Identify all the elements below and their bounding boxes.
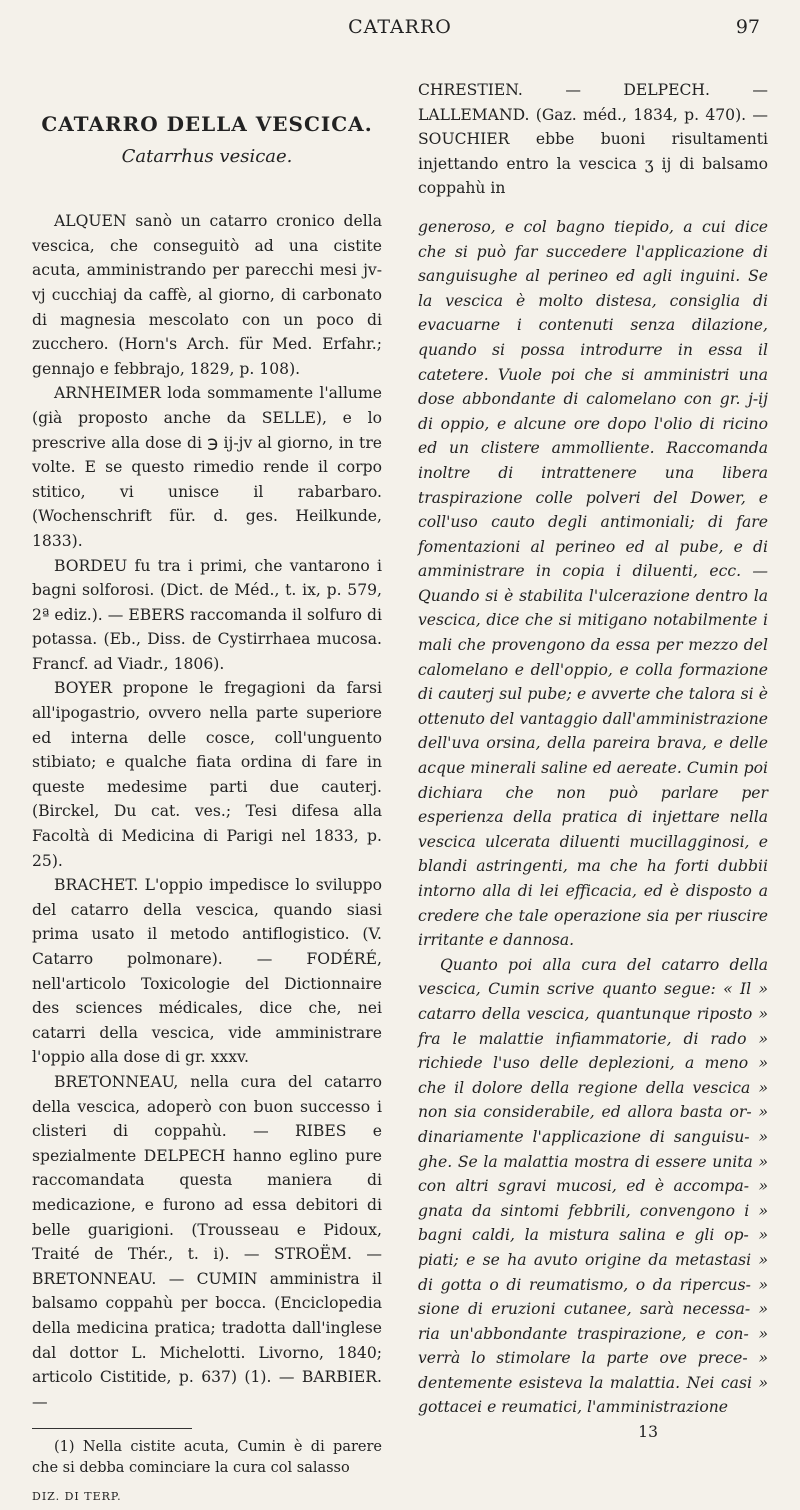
paragraph-cumin-quote: Quanto poi alla cura del catarro della vescica, Cumin scrive quanto segue: « Il » catarro della vescica, quantunque riposto » fra le malattie infiammatorie, di rado » richiede l'uso delle deplezioni, a meno » che il dolore della regione della vescica » non sia considerabile, ed allora basta or- » dinariamente l'applicazione di sanguisu- » ghe. Se la malattia mostra di essere unita » con altri sgravi mucosi, ed è accompa- » gnata da sintomi febbrili, convengono i » bagni caldi, la mistura salina e gli op- » piati; e se ha avuto origine da metastasi » di gotta o di reumatismo, o da ripercus- » sione di eruzioni cutanee, sarà necessa- » ria un'abbondante traspirazione, e con- » verrà lo stimolare la parte ove prece- » dentemente esisteva la malattia. Nei casi » gottacei e reumatici, l'amministrazione [418,955,768,1417]
footnote: (1) Nella cistite acuta, Cumin è di parere che si debba cominciare la cura col salasso [32,1439,382,1477]
paragraph-arnheimer: ARNHEIMER loda sommamente l'allume (già proposto anche da SELLE), e lo prescrive alla dose di ℈ ij-jv al giorno, in tre volte. E se questo rimedio rende il corpo stitico, vi unisce il rabarbaro. (Wochenschrift für. d. ges. Heilkunde, 1833). [32,384,382,550]
paragraph-bordeu: BORDEU fu tra i primi, che vantarono i bagni solforosi. (Dict. de Méd., t. ix, p. 579, 2ª ediz.). — EBERS raccomanda il solfuro di potassa. (Eb., Diss. de Cystirrhaea mucosa. Francf. ad Viadr., 1806). [32,556,382,673]
right-column [418,78,768,1445]
signature-marker: 13 [638,1423,658,1442]
left-column [32,70,382,1510]
page-number: 97 [735,16,760,38]
paragraph-alquen: ALQUEN sanò un catarro cronico della vescica, che conseguitò ad una cistite acuta, amministrando per parecchi mesi jv-vj cucchiaj da caffè, al giorno, di carbonato di magnesia mescolato con un poco di zucchero. (Horn's Arch. für Med. Erfahr.; gennajo e febbrajo, 1829, p. 108). [32,212,382,378]
paragraph-brachet: BRACHET. L'oppio impedisce lo sviluppo del catarro della vescica, quando siasi prima usato il metodo antiflogistico. (V. Catarro polmonare). — FODÉRÉ, nell'articolo Toxicologie del Dictionnaire des sciences médicales, dice che, nei catarri della vescica, vide amministrare l'oppio alla dose di gr. xxxv. [32,876,382,1067]
running-title: CATARRO [348,16,452,38]
section-subtitle: Catarrhus vesicae. [121,145,293,167]
footnote-divider [32,1428,192,1429]
paragraph-boyer: BOYER propone le fregagioni da farsi all'ipogastrio, ovvero nella parte superiore ed interna delle cosce, coll'unguento stibiato; e qualche fiata ordina di fare in queste medesime parti due cauterj. (Birckel, Du cat. ves.; Tesi difesa alla Facoltà di Medicina di Parigi nel 1833, p. 25). [32,679,382,870]
paragraph-bretonneau: BRETONNEAU, nella cura del catarro della vescica, adoperò con buon successo i clisteri di coppahù. — RIBES e spezialmente DELPECH hanno eglino pure raccomandata questa maniera di medicazione, e furono ad essa debitori di belle guarigioni. (Trousseau e Pidoux, Traité de Thér., t. i). — STROËM. — BRETONNEAU. — CUMIN amministra il balsamo coppahù per bocca. (Enciclopedia della medicina pratica; tradotta dall'inglese dal dottor L. Michelotti. Livorno, 1840; articolo Cistitide, p. 637) (1). — BARBIER. — [32,1072,382,1411]
paragraph-chrestien: CHRESTIEN. — DELPECH. — LALLEMAND. (Gaz. méd., 1834, p. 470). — SOUCHIER ebbe buoni risultamenti injettando entro la vescica ʒ ij di balsamo coppahù in [418,81,768,198]
paragraph-cumin-treatment: generoso, e col bagno tiepido, a cui dice che si può far succedere l'applicazione di sanguisughe al perineo ed agli inguini. Se la vescica è molto distesa, consiglia di evacuarne i contenuti senza dilazione, quando si possa introdurre in essa il catetere. Vuole poi che si amministri una dose abbondante di calomelano con gr. j-ij di oppio, e alcune ore dopo l'olio di ricino ed un clistere ammolliente. Raccomanda inoltre di intrattenere una libera traspirazione colle polveri del Dower, e coll'uso cauto degli antimoniali; di fare fomentazioni al perineo ed al pube, e di amministrare in copia i diluenti, ecc. — Quando si è stabilita l'ulcerazione dentro la vescica, dice che si mitigano notabilmente i mali che provengono da essa per mezzo del calomelano e dell'oppio, e colla formazione di cauterj sul pube; e avverte che talora si è ottenuto del vantaggio dall'amministrazione dell'uva orsina, della pareira brava, e delle acque minerali saline ed aereate. Cumin poi dichiara che non può parlare per esperienza della pratica di injettare nella vescica ulcerata diluenti mucillagginosi, e blandi astringenti, ma che ha forti dubbii intorno alla di lei efficacia, ed è disposto a credere che tale operazione sia per riuscire irritante e dannosa. [418,217,768,950]
footer-mark: DIZ. DI TERP. [32,1490,122,1504]
section-title: CATARRO DELLA VESCICA. [41,112,373,136]
